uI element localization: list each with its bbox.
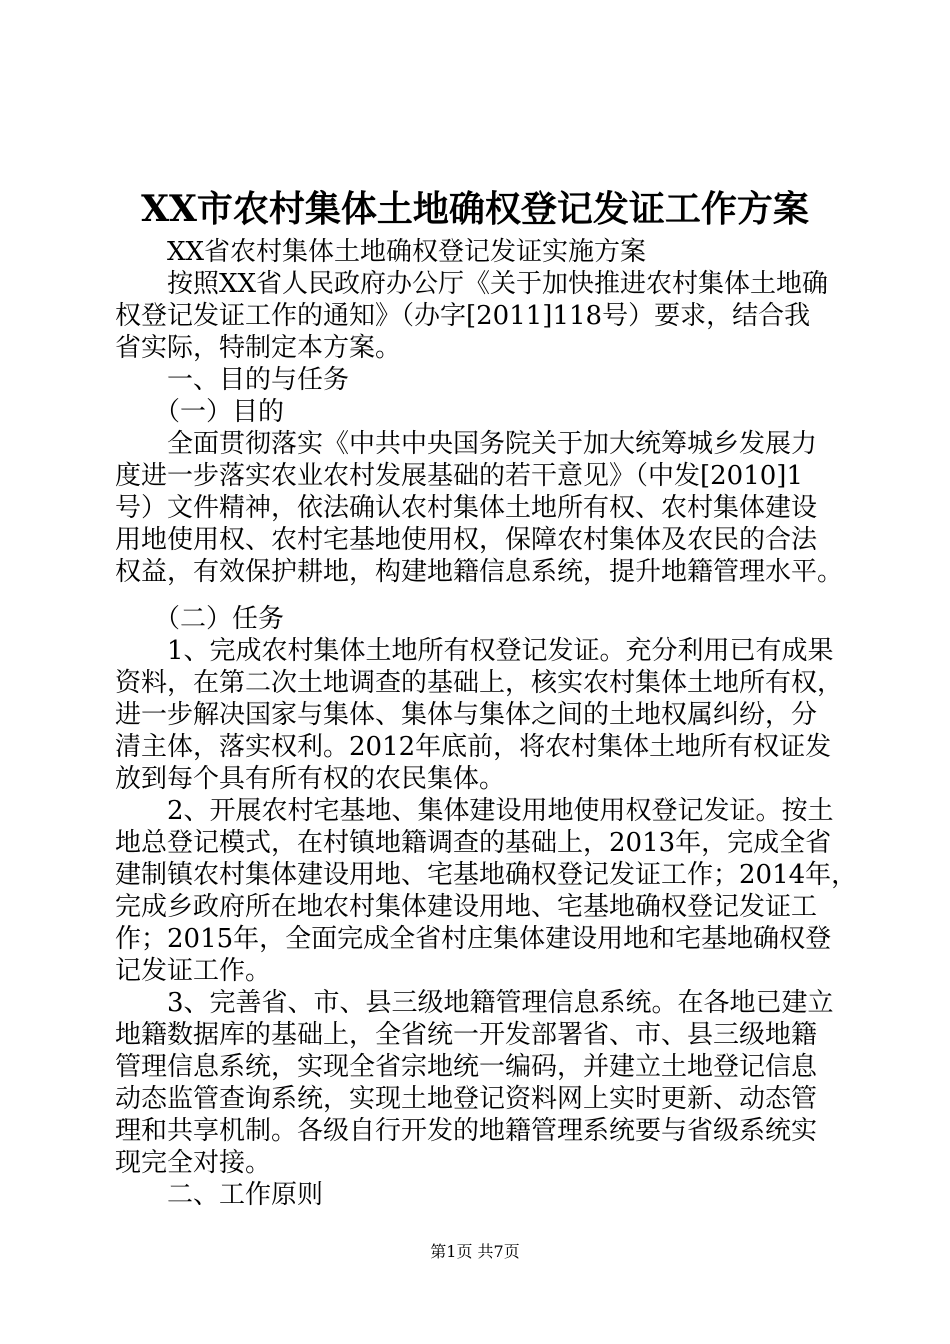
section-heading: 一、目的与任务 bbox=[115, 365, 350, 395]
page-footer: 第1页 共7页 bbox=[430, 1242, 520, 1261]
body-line: 3、完善省、市、县三级地籍管理信息系统。在各地已建立 bbox=[115, 988, 834, 1018]
body-line: 2、开展农村宅基地、集体建设用地使用权登记发证。按土 bbox=[115, 796, 834, 826]
body-line: 资料，在第二次土地调查的基础上，核实农村集体土地所有权， bbox=[115, 668, 844, 698]
subsection-heading: （二）任务 bbox=[115, 604, 285, 634]
body-line: XX省农村集体土地确权登记发证实施方案 bbox=[115, 237, 647, 267]
body-line: 动态监管查询系统，实现土地登记资料网上实时更新、动态管 bbox=[115, 1084, 818, 1114]
body-line: 完成乡政府所在地农村集体建设用地、宅基地确权登记发证工 bbox=[115, 892, 818, 922]
body-line: 记发证工作。 bbox=[115, 956, 272, 986]
page-title: XX市农村集体土地确权登记发证工作方案 bbox=[141, 188, 809, 230]
body-line: 号）文件精神，依法确认农村集体土地所有权、农村集体建设 bbox=[115, 493, 818, 523]
body-line: 理和共享机制。各级自行开发的地籍管理系统要与省级系统实 bbox=[115, 1116, 818, 1146]
body-line: 管理信息系统，实现全省宗地统一编码，并建立土地登记信息 bbox=[115, 1052, 818, 1082]
body-line: 放到每个具有所有权的农民集体。 bbox=[115, 764, 506, 794]
body-line: 权益，有效保护耕地，构建地籍信息系统，提升地籍管理水平。 bbox=[115, 557, 844, 587]
body-line: 度进一步落实农业农村发展基础的若干意见》（中发[2010]1 bbox=[115, 461, 803, 491]
body-line: 建制镇农村集体建设用地、宅基地确权登记发证工作；2014年， bbox=[115, 860, 858, 890]
body-line: 进一步解决国家与集体、集体与集体之间的土地权属纠纷，分 bbox=[115, 700, 818, 730]
body-line: 作；2015年，全面完成全省村庄集体建设用地和宅基地确权登 bbox=[115, 924, 832, 954]
body-line: 现完全对接。 bbox=[115, 1148, 272, 1178]
body-line: 1、完成农村集体土地所有权登记发证。充分利用已有成果 bbox=[115, 636, 834, 666]
body-line: 省实际，特制定本方案。 bbox=[115, 333, 402, 363]
body-line: 按照XX省人民政府办公厅《关于加快推进农村集体土地确 bbox=[115, 269, 829, 299]
section-heading: 二、工作原则 bbox=[115, 1180, 324, 1210]
body-line: 地籍数据库的基础上，全省统一开发部署省、市、县三级地籍 bbox=[115, 1020, 818, 1050]
body-line: 权登记发证工作的通知》（办字[2011]118号）要求，结合我 bbox=[115, 301, 811, 331]
body-line: 全面贯彻落实《中共中央国务院关于加大统筹城乡发展力 bbox=[115, 429, 818, 459]
body-line: 清主体，落实权利。2012年底前，将农村集体土地所有权证发 bbox=[115, 732, 832, 762]
body-line: 用地使用权、农村宅基地使用权，保障农村集体及农民的合法 bbox=[115, 525, 818, 555]
subsection-heading: （一）目的 bbox=[115, 397, 285, 427]
body-line: 地总登记模式，在村镇地籍调查的基础上，2013年，完成全省 bbox=[115, 828, 832, 858]
